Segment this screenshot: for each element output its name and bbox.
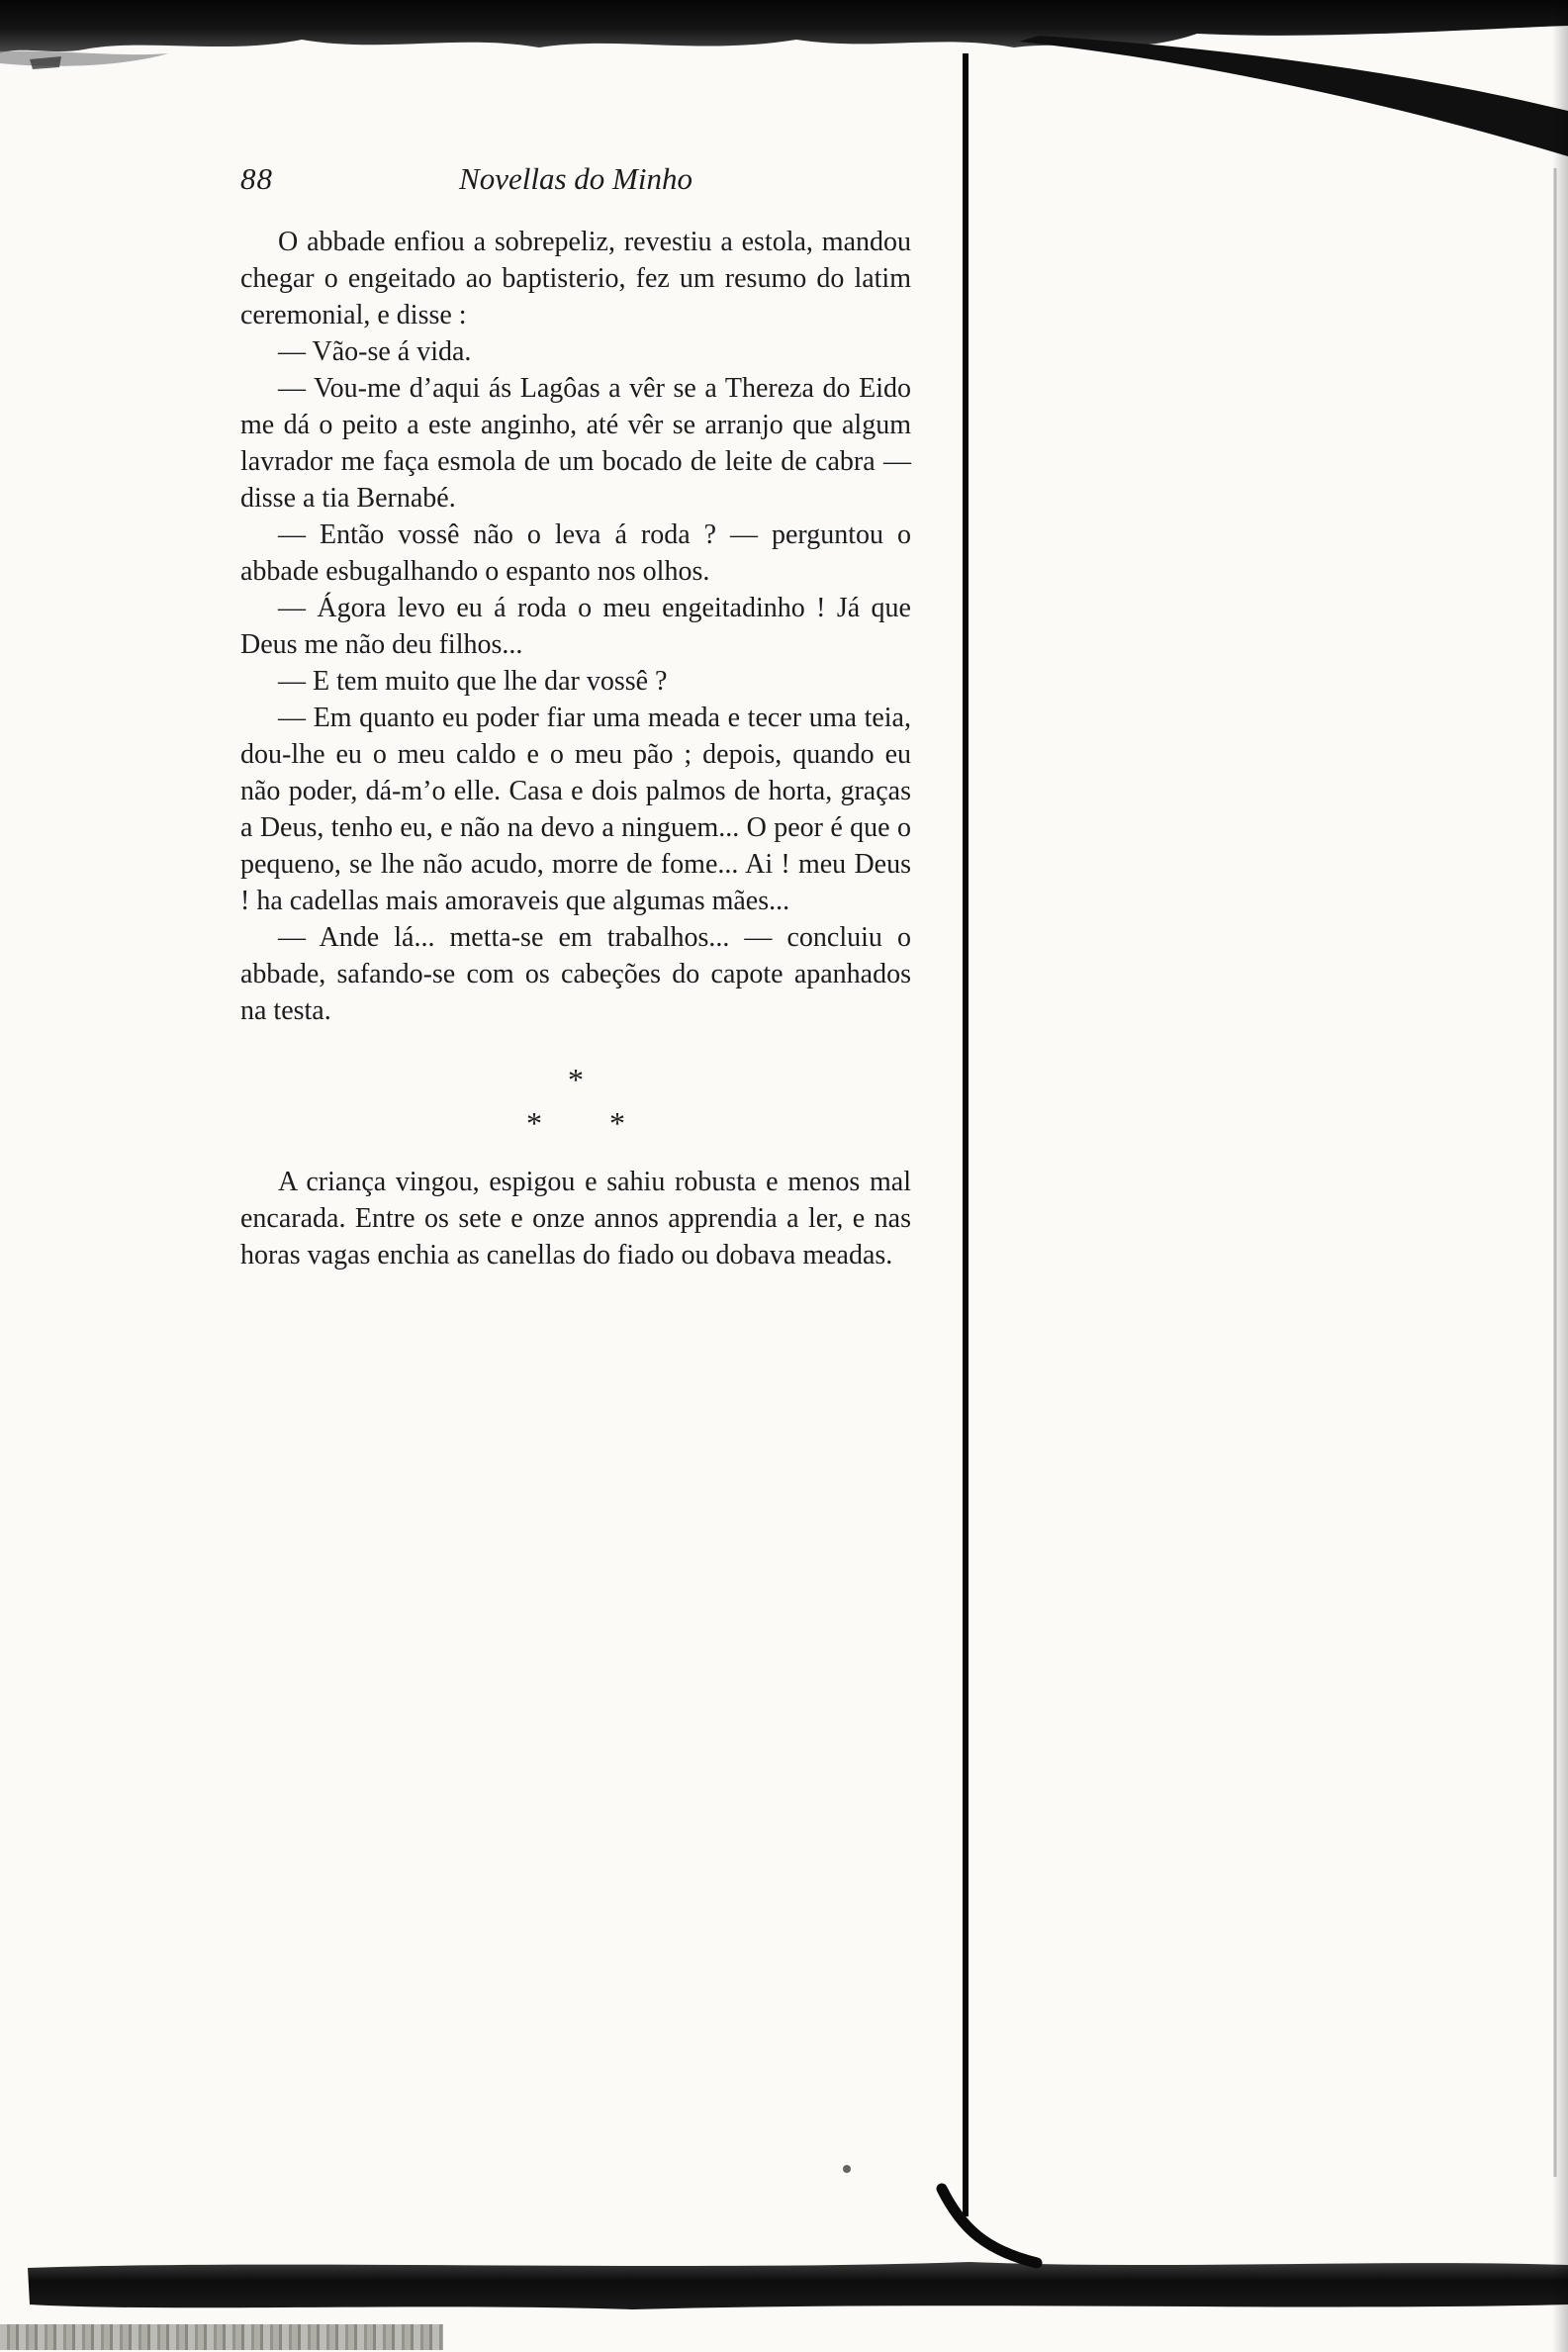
- page-number: 88: [240, 161, 273, 196]
- running-title: Novellas do Minho: [459, 161, 692, 196]
- paragraph: — E tem muito que lhe dar vossê ?: [278, 666, 668, 697]
- paragraph: — Ande lá... metta-se em trabalhos... — concluiu o abbade, safando-se com os cabeções do capote apanhados na testa.: [240, 922, 911, 1026]
- separator-star: *: [568, 1062, 584, 1097]
- paragraph: — Ágora levo eu á roda o meu engeitadinho ! Já que Deus me não deu filhos...: [240, 593, 911, 660]
- page-header: [240, 161, 911, 203]
- scan-artifact-right-edge: [1552, 0, 1568, 2352]
- separator-star-row: [240, 1102, 911, 1144]
- separator-star: *: [526, 1105, 542, 1141]
- paragraph: O abbade enfiou a sobrepeliz, revestiu a estola, mandou chegar o engeitado ao baptisterio, fez um resumo do latim ceremonial, e disse :: [240, 227, 911, 330]
- scan-artifact-bottom-right-curve: [942, 2189, 1037, 2263]
- separator-star: *: [609, 1105, 625, 1141]
- paragraph: — Vou-me d’aqui ás Lagôas a vêr se a Thereza do Eido me dá o peito a este anginho, até vêr se arranjo que algum lavrador me faça esmola de um bocado de leite de cabra — disse a tia Bernabé.: [240, 373, 911, 514]
- scan-artifact-bottom-left: [0, 2324, 443, 2350]
- text-block: [240, 224, 911, 1273]
- paragraph: — Então vossê não o leva á roda ? — perguntou o abbade esbugalhando o espanto nos olhos.: [240, 519, 911, 587]
- scan-artifact-top: [0, 0, 1568, 53]
- section-separator: [240, 1029, 911, 1164]
- paragraph: — Em quanto eu poder fiar uma meada e tecer uma teia, dou-lhe eu o meu caldo e o meu pão ; depois, quando eu não poder, dá-m’o elle. Casa e dois palmos de horta, graças a Deus, tenho eu, e não na devo a ninguem... O peor é que o pequeno, se lhe não acudo, morre de fome... Ai ! meu Deus ! ha cadellas mais amoraveis que algumas mães...: [240, 703, 911, 916]
- scan-artifact-bottom: [28, 2262, 1568, 2309]
- scan-artifact-top-right-curve: [1019, 36, 1568, 156]
- paragraph: A criança vingou, espigou e sahiu robusta e menos mal encarada. Entre os sete e onze annos apprendia a ler, e nas horas vagas enchia as canellas do fiado ou dobava meadas.: [240, 1167, 911, 1270]
- paragraph: — Vão-se á vida.: [278, 336, 472, 367]
